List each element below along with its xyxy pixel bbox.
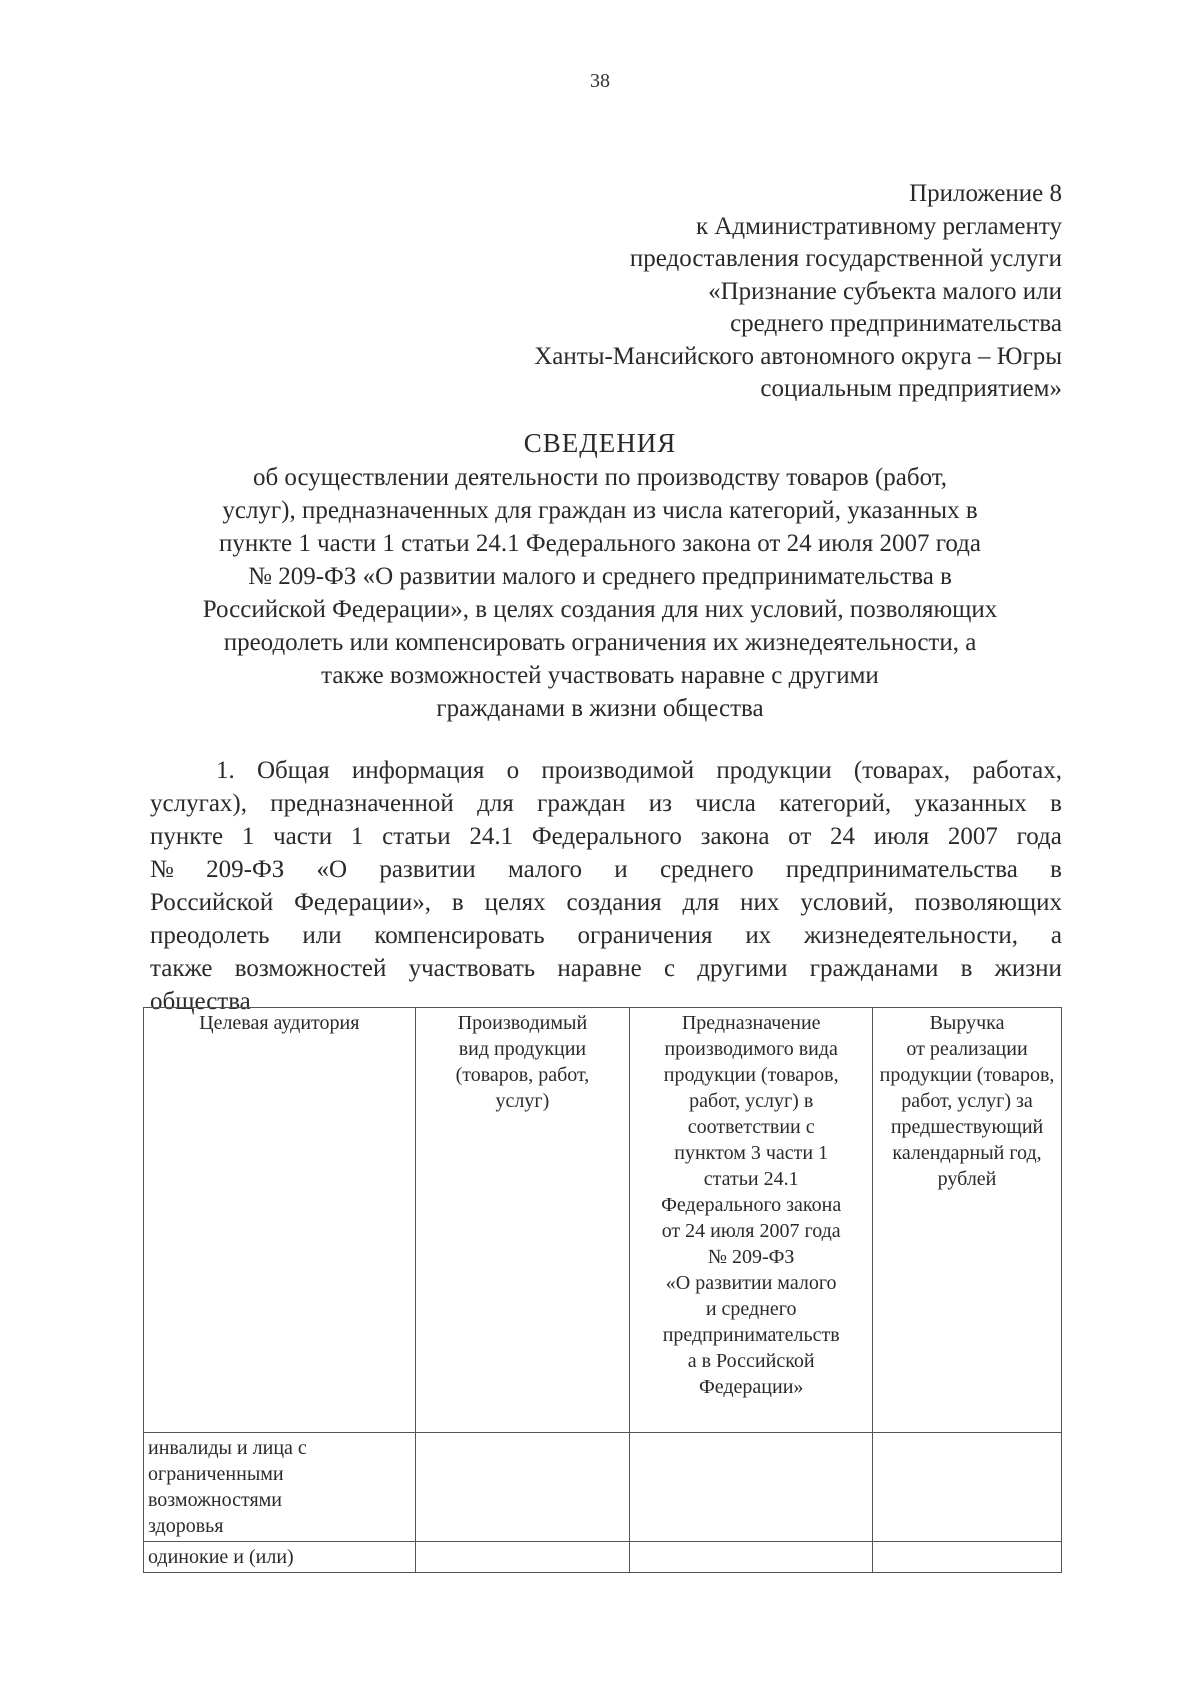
word: предназначенной (270, 790, 454, 817)
cell-line: услуг) (495, 1090, 550, 1112)
word: или (302, 922, 342, 949)
word: услугах), (150, 790, 247, 817)
section-line (150, 919, 1062, 952)
word: о (506, 757, 520, 784)
row-label-disabled-persons (144, 1433, 416, 1542)
cell-line: ограниченными (148, 1463, 284, 1485)
cell-line: (товаров, работ, (455, 1064, 590, 1086)
word: для (477, 790, 514, 817)
cell-line: Целевая аудитория (199, 1012, 360, 1034)
word: от (788, 823, 812, 850)
cell-line: одинокие и (или) (148, 1546, 294, 1568)
row-label-single-persons (144, 1542, 416, 1573)
cell-line: предшествующий (890, 1116, 1044, 1138)
cell-line: статьи 24.1 (703, 1168, 799, 1190)
table-cell (415, 1433, 630, 1542)
word: жизни (994, 955, 1062, 982)
word: «О (316, 856, 348, 883)
section-line (150, 952, 1062, 985)
products-table (143, 1007, 1062, 1573)
cell-line: работ, услуг) за (901, 1090, 1033, 1112)
word: в (1050, 790, 1062, 817)
cell-line: от реализации (906, 1038, 1028, 1060)
word: статьи (382, 823, 451, 850)
table-cell (630, 1542, 873, 1573)
subtitle-line: гражданами в жизни общества (436, 695, 764, 722)
subtitle-line: № 209-ФЗ «О развитии малого и среднего предпринимательства в (248, 563, 952, 590)
word: с (663, 955, 676, 982)
page-number: 38 (590, 70, 610, 92)
cell-line: здоровья (148, 1515, 224, 1537)
table-row (144, 1542, 1062, 1573)
document-subtitle (140, 461, 1060, 725)
word: их (745, 922, 772, 949)
cell-line: продукции (товаров, (663, 1064, 839, 1086)
word: 24.1 (469, 823, 514, 850)
word: 1 (350, 823, 364, 850)
appendix-line: социальным предприятием» (760, 375, 1062, 402)
cell-line: пунктом 3 части 1 (674, 1142, 829, 1164)
cell-line: предпринимательств (662, 1324, 840, 1346)
cell-line: от 24 июля 2007 года (661, 1220, 841, 1242)
word: 24 (830, 823, 856, 850)
table-cell (873, 1542, 1062, 1573)
section-line (150, 886, 1062, 919)
word: информация (351, 757, 485, 784)
cell-line: производимого вида (664, 1038, 838, 1060)
word: в (451, 889, 464, 916)
cell-line: а в Российской (687, 1350, 815, 1372)
word: граждан (537, 790, 626, 817)
word: числа (695, 790, 756, 817)
word: года (1016, 823, 1062, 850)
word: пункте (150, 823, 224, 850)
cell-line: «О развитии малого (665, 1272, 837, 1294)
cell-line: Предназначение (681, 1012, 821, 1034)
word: среднего (659, 856, 754, 883)
cell-line: Федерации» (698, 1376, 804, 1398)
subtitle-line: Российской Федерации», в целях создания для них условий, позволяющих (202, 596, 998, 623)
cell-line: рублей (937, 1168, 997, 1190)
word: для (682, 889, 720, 916)
header-product-type (415, 1008, 630, 1433)
cell-line: работ, услуг) в (689, 1090, 814, 1112)
appendix-line: предоставления государственной услуги (629, 245, 1062, 272)
word: (товарах, (853, 757, 951, 784)
word: общества (150, 988, 251, 1015)
word: работах, (972, 757, 1062, 784)
word: развитии (379, 856, 476, 883)
word: 2007 (947, 823, 998, 850)
cell-line: соответствии с (687, 1116, 815, 1138)
table-row (144, 1433, 1062, 1542)
word: Федерального (531, 823, 682, 850)
word: 209-ФЗ (206, 856, 285, 883)
table-header-row (144, 1008, 1062, 1433)
word: Федерации», (294, 889, 431, 916)
word: и (614, 856, 628, 883)
subtitle-line: об осуществлении деятельности по производству товаров (работ, (252, 464, 948, 491)
word: а (1050, 922, 1062, 949)
cell-line: календарный год, (892, 1142, 1042, 1164)
appendix-line: Приложение 8 (909, 180, 1062, 207)
appendix-line: «Признание субъекта малого или (708, 277, 1062, 305)
word: целях (484, 889, 546, 916)
word: из (648, 790, 672, 817)
cell-line: возможностями (148, 1489, 283, 1511)
word: части (273, 823, 333, 850)
table-cell (415, 1542, 630, 1573)
table-cell (873, 1433, 1062, 1542)
word: закона (700, 823, 770, 850)
subtitle-line: пункте 1 части 1 статьи 24.1 Федерального закона от 24 июля 2007 года (219, 530, 981, 557)
cell-line: вид продукции (458, 1038, 587, 1060)
subtitle-line: услуг), предназначенных для граждан из числа категорий, указанных в (222, 497, 978, 524)
word: возможностей (234, 955, 387, 982)
word: наравне (557, 955, 642, 982)
appendix-header (362, 178, 1062, 406)
word: малого (507, 856, 583, 883)
word: условий, (800, 889, 894, 916)
section-line (150, 820, 1062, 853)
appendix-line: к Административному регламенту (695, 212, 1062, 240)
cell-line: продукции (товаров, (879, 1064, 1055, 1086)
cell-line: Федерального закона (661, 1194, 842, 1216)
word: жизнедеятельности, (804, 922, 1019, 949)
word: них (740, 889, 780, 916)
word: компенсировать (374, 922, 545, 949)
word: создания (566, 889, 662, 916)
word: Общая (256, 757, 330, 784)
section-line (150, 754, 1062, 787)
appendix-line: Ханты-Мансийского автономного округа – Югры (534, 342, 1062, 370)
word: 1 (241, 823, 255, 850)
cell-line: № 209-ФЗ (707, 1246, 795, 1268)
word: также (150, 955, 213, 982)
word: категорий, (779, 790, 892, 817)
document-title: СВЕДЕНИЯ (523, 428, 677, 458)
word: в (960, 955, 973, 982)
word: № (150, 856, 174, 883)
cell-line: инвалиды и лица с (148, 1437, 307, 1459)
section-line (150, 787, 1062, 820)
section-1-paragraph (150, 754, 1062, 1018)
word: производимой (541, 757, 695, 784)
subtitle-line: также возможностей участвовать наравне с другими (321, 662, 879, 689)
word: предпринимательства (785, 856, 1018, 883)
word: позволяющих (914, 889, 1062, 916)
section-line (150, 853, 1062, 886)
word: 1. (216, 757, 235, 784)
word: ограничения (577, 922, 713, 949)
table-cell (630, 1433, 873, 1542)
header-revenue (873, 1008, 1062, 1433)
cell-line: Выручка (929, 1012, 1005, 1034)
word: Российской (150, 889, 274, 916)
cell-line: и среднего (705, 1298, 797, 1320)
word: продукции (716, 757, 832, 784)
appendix-line: среднего предпринимательства (730, 310, 1062, 337)
word: в (1050, 856, 1062, 883)
word: участвовать (408, 955, 536, 982)
word: июля (873, 823, 930, 850)
word: преодолеть (150, 922, 270, 949)
word: другими (697, 955, 788, 982)
cell-line: Производимый (457, 1012, 588, 1034)
word: гражданами (809, 955, 939, 982)
word: указанных (914, 790, 1027, 817)
subtitle-line: преодолеть или компенсировать ограничения их жизнедеятельности, а (223, 629, 977, 656)
header-product-purpose (630, 1008, 873, 1433)
header-target-audience (144, 1008, 416, 1433)
